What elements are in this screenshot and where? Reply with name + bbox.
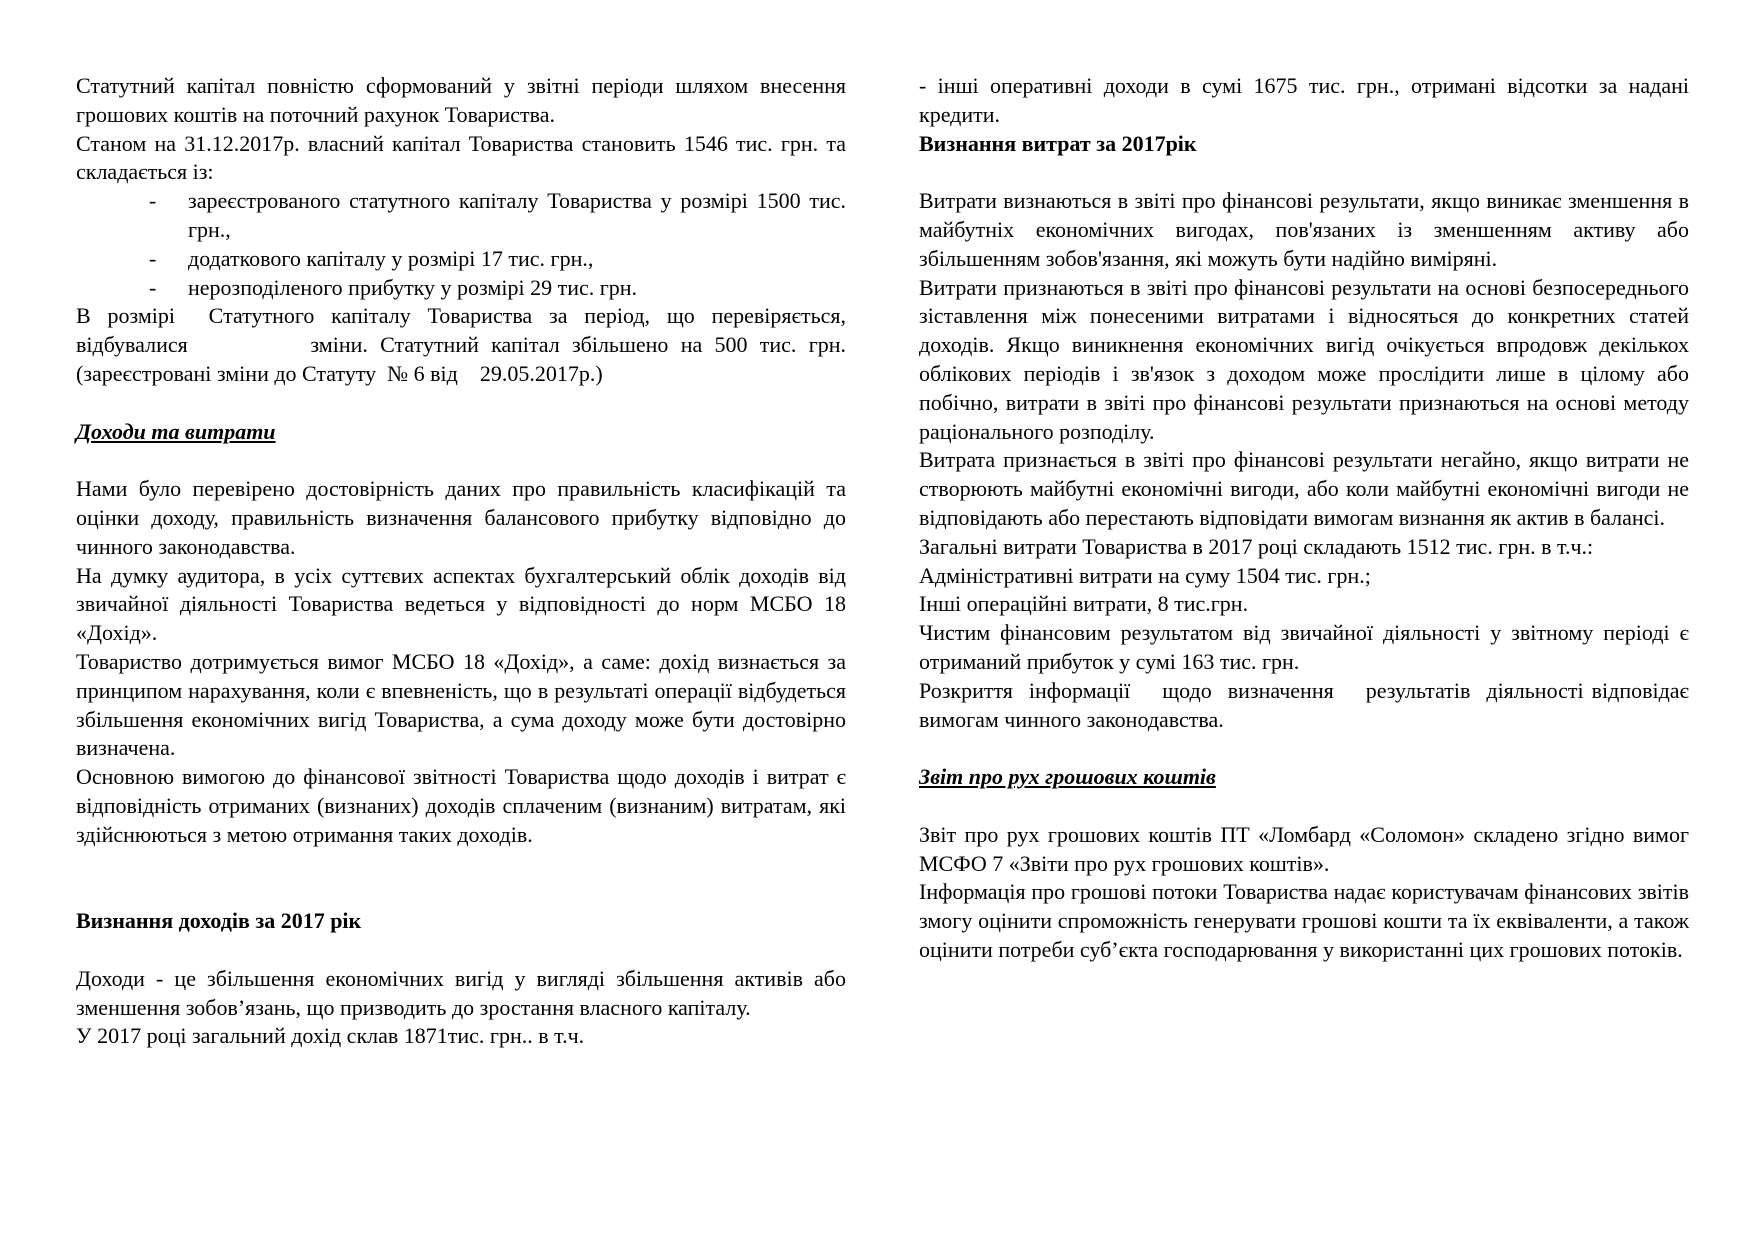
- income-recognition-heading: Визнання доходів за 2017 рік: [76, 908, 362, 934]
- expense-matching-paragraph: Витрати признаються в звіті про фінансові результати на основі безпосереднього зіставлення між понесеними витратами і відносяться до конкретних статей доходів. Якщо виникнення економічних вигід очікується впродовж декількох облікових періодів і зв'язок з доходом може прослідити лише в цілому або побічно, витрати в звіті про фінансові результати признаються на основі методу раціонального розподілу.: [919, 274, 1689, 444]
- list-item: - нерозподіленого прибутку у розмірі 29 тис. грн.: [188, 274, 846, 303]
- equity-components-list: [76, 187, 846, 302]
- main-requirement-paragraph: Основною вимогою до фінансової звітності Товариства щодо доходів і витрат є відповідність отриманих (визнаних) доходів сплаченим (визнаним) витратам, які здійснюються з метою отримання таких доходів.: [76, 764, 846, 847]
- capital-changes-paragraph: В розмірі Статутного капіталу Товариства за період, що перевіряється, відбувалися зміни. Статутний капітал збільшено на 500 тис. грн. (зареєстровані зміни до Статуту № 6 від 29.05.2017р.): [76, 303, 852, 386]
- auditor-opinion-paragraph: На думку аудитора, в усіх суттєвих аспектах бухгалтерський облік доходів від звичайної діяльності Товариства ведеться у відповідності до норм МСБО 18 «Дохід».: [76, 562, 846, 646]
- expense-recognition-heading: Визнання витрат за 2017рік: [919, 130, 1197, 156]
- equity-paragraph: Станом на 31.12.2017р. власний капітал Товариства становить 1546 тис. грн. та складається із:: [76, 130, 846, 185]
- total-income-paragraph: У 2017 році загальний дохід склав 1871тис. грн.. в т.ч.: [76, 1023, 585, 1049]
- admin-expenses-paragraph: Адміністративні витрати на суму 1504 тис. грн.;: [919, 562, 1371, 588]
- verification-paragraph: Нами було перевірено достовірність даних про правильність класифікацій та оцінки доходу, правильність визначення балансового прибутку відповідно до чинного законодавства.: [76, 476, 846, 559]
- cash-flow-report-paragraph: Звіт про рух грошових коштів ПТ «Ломбард «Соломон» складено згідно вимог МСФО 7 «Звіти про рух грошових коштів».: [919, 821, 1689, 876]
- share-capital-paragraph: Статутний капітал повністю сформований у звітні періоди шляхом внесення грошових коштів на поточний рахунок Товариства.: [76, 73, 846, 127]
- disclosure-paragraph: Розкриття інформації щодо визначення результатів діяльності відповідає вимогам чинного законодавства.: [919, 677, 1695, 732]
- other-income-paragraph: - інші оперативні доходи в сумі 1675 тис. грн., отримані відсотки за надані кредити.: [919, 73, 1689, 127]
- total-expenses-paragraph: Загальні витрати Товариства в 2017 році складають 1512 тис. грн. в т.ч.:: [919, 533, 1594, 559]
- list-item: - додаткового капіталу у розмірі 17 тис. грн.,: [188, 245, 846, 274]
- list-item: - зареєстрованого статутного капіталу Товариства у розмірі 1500 тис. грн.,: [188, 187, 846, 245]
- net-result-paragraph: Чистим фінансовим результатом від звичайної діяльності у звітному періоді є отриманий прибуток у сумі 163 тис. грн.: [919, 620, 1689, 674]
- left-column: [76, 72, 852, 1051]
- expense-definition-paragraph: Витрати визнаються в звіті про фінансові результати, якщо виникає зменшення в майбутніх економічних вигодах, пов'язаних із зменшенням активу або збільшенням зобов'язання, які можуть бути надійно виміряні.: [919, 188, 1689, 271]
- cash-flow-info-paragraph: Інформація про грошові потоки Товариства надає користувачам фінансових звітів змогу оцінити спроможність генерувати грошові кошти та їх еквіваленти, а також оцінити потреби суб’єкта господарювання у використанні цих грошових потоків.: [919, 879, 1689, 962]
- immediate-expense-paragraph: Витрата признається в звіті про фінансові результати негайно, якщо витрати не створюють майбутні економічні вигоди, або коли майбутні економічні вигоди не відповідають або перестають відповідати вимогам визнання як актив в балансі.: [919, 447, 1689, 530]
- income-definition-paragraph: Доходи - це збільшення економічних вигід у вигляді збільшення активів або зменшення зобов’язань, що призводить до зростання власного капіталу.: [76, 965, 846, 1020]
- other-expenses-paragraph: Інші операційні витрати, 8 тис.грн.: [919, 591, 1249, 617]
- income-expenses-heading: Доходи та витрати: [76, 418, 276, 444]
- ias18-paragraph: Товариство дотримується вимог МСБО 18 «Дохід», а саме: дохід визнається за принципом нарахування, коли є впевненість, що в результаті операції відбудеться збільшення економічних вигід Товариства, а сума доходу може бути достовірно визначена.: [76, 648, 846, 761]
- cash-flow-heading: Звіт про рух грошових коштів: [919, 764, 1216, 790]
- right-column: [919, 72, 1695, 965]
